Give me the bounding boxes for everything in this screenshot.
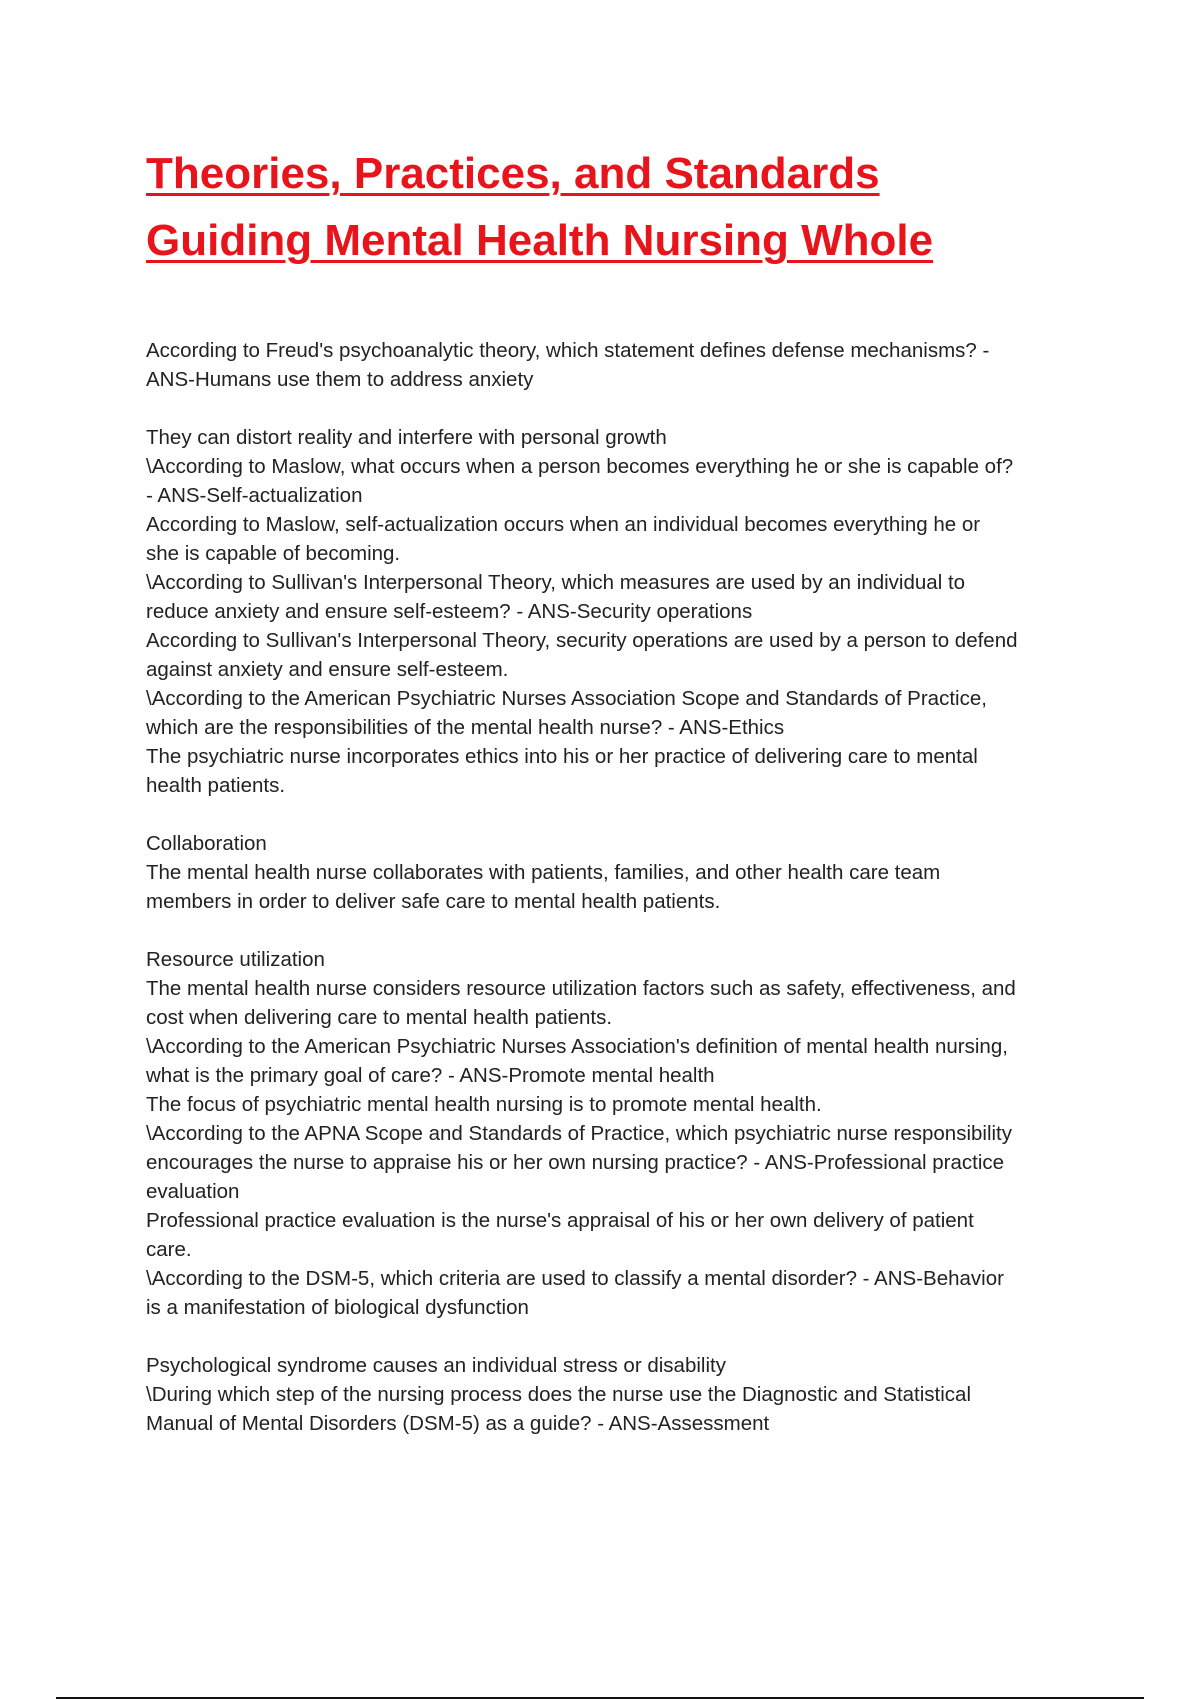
page-bottom-rule [56,1697,1144,1699]
body-line: encourages the nurse to appraise his or her own nursing practice? - ANS-Professional practice [146,1151,1005,1174]
body-line: According to Maslow, self-actualization occurs when an individual becomes everything he or [146,513,981,536]
title-line-1: Theories, Practices, and Standards [146,149,880,198]
body-line: The mental health nurse considers resource utilization factors such as safety, effectiveness, and [146,977,1016,1000]
body-line: ANS-Humans use them to address anxiety [146,368,534,391]
body-line: Manual of Mental Disorders (DSM-5) as a guide? - ANS-Assessment [146,1412,770,1435]
body-line: The mental health nurse collaborates with patients, families, and other health care team [146,861,941,884]
body-line: she is capable of becoming. [146,542,401,565]
body-line: According to Freud's psychoanalytic theory, which statement defines defense mechanisms? - [146,339,990,362]
body-line: Professional practice evaluation is the nurse's appraisal of his or her own delivery of patient [146,1209,974,1232]
body-line: against anxiety and ensure self-esteem. [146,658,509,681]
document-body [146,336,1106,1438]
paragraph-gap [146,394,1106,423]
body-line: health patients. [146,774,286,797]
body-line: Resource utilization [146,948,325,971]
body-line: Collaboration [146,832,267,855]
body-line: members in order to deliver safe care to mental health patients. [146,890,721,913]
body-line: care. [146,1238,192,1261]
body-line: is a manifestation of biological dysfunction [146,1296,529,1319]
body-line: cost when delivering care to mental health patients. [146,1006,613,1029]
body-line: \According to the DSM-5, which criteria are used to classify a mental disorder? - ANS-Behavior [146,1267,1004,1290]
paragraph-gap [146,1322,1106,1351]
body-line: \According to Sullivan's Interpersonal Theory, which measures are used by an individual to [146,571,966,594]
title-line-2: Guiding Mental Health Nursing Whole [146,216,934,265]
page-title [146,140,1106,274]
body-line: evaluation [146,1180,240,1203]
body-line: The psychiatric nurse incorporates ethics into his or her practice of delivering care to mental [146,745,978,768]
paragraph-gap [146,800,1106,829]
body-line: \According to the APNA Scope and Standards of Practice, which psychiatric nurse responsibility [146,1122,1013,1145]
body-line: Psychological syndrome causes an individual stress or disability [146,1354,726,1377]
body-line: They can distort reality and interfere with personal growth [146,426,667,449]
body-line: what is the primary goal of care? - ANS-Promote mental health [146,1064,715,1087]
body-line: According to Sullivan's Interpersonal Theory, security operations are used by a person to defend [146,629,1018,652]
body-line: reduce anxiety and ensure self-esteem? - ANS-Security operations [146,600,753,623]
body-line: - ANS-Self-actualization [146,484,363,507]
body-line: which are the responsibilities of the mental health nurse? - ANS-Ethics [146,716,785,739]
paragraph-gap [146,916,1106,945]
body-line: \According to the American Psychiatric Nurses Association Scope and Standards of Practice, [146,687,987,710]
body-line: \According to the American Psychiatric Nurses Association's definition of mental health nursing, [146,1035,1008,1058]
body-line: \According to Maslow, what occurs when a person becomes everything he or she is capable of? [146,455,1014,478]
body-line: \During which step of the nursing process does the nurse use the Diagnostic and Statistical [146,1383,972,1406]
body-line: The focus of psychiatric mental health nursing is to promote mental health. [146,1093,822,1116]
